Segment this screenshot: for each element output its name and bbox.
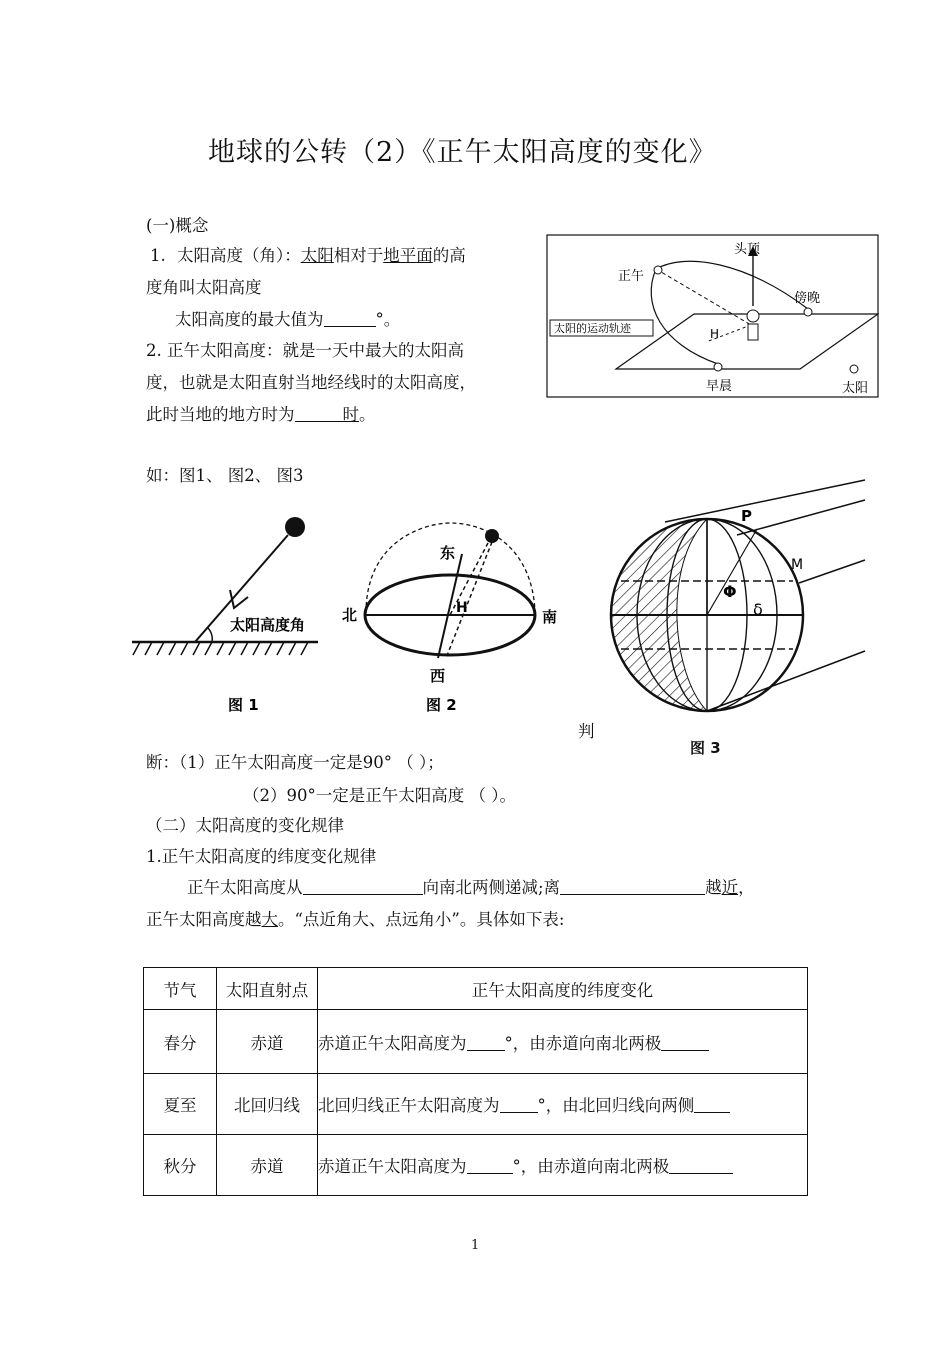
row-point: 赤道 xyxy=(217,1010,318,1074)
fig3-caption: 图 3 xyxy=(690,739,721,757)
fig2-east: 东 xyxy=(440,544,456,562)
fig3-ray-top xyxy=(665,480,865,522)
row-blank-angle[interactable] xyxy=(500,1096,538,1113)
page-number: 1 xyxy=(471,1238,480,1253)
table-header-row xyxy=(144,968,808,1010)
figure-3 xyxy=(607,475,869,717)
row-blank-trend[interactable] xyxy=(694,1096,730,1113)
fig2-west: 西 xyxy=(430,667,446,685)
row-blank-angle[interactable] xyxy=(467,1034,505,1051)
row-text-a: 北回归线正午太阳高度为 xyxy=(318,1096,500,1115)
label-path: 太阳的运动轨迹 xyxy=(554,322,631,335)
row-blank-angle[interactable] xyxy=(467,1157,513,1174)
rule2-text-c: 。“点近角大、点远角小”。具体如下表: xyxy=(278,910,565,929)
fig2-h: H xyxy=(456,600,468,616)
rule-text-b: 向南北两侧递减;离 xyxy=(422,878,561,897)
local-time-blank[interactable] xyxy=(295,405,343,422)
rule-line-1 xyxy=(187,878,755,898)
sun-morning-icon xyxy=(714,363,722,371)
item1-underline-horizon: 地平面 xyxy=(383,246,433,265)
rule-blank-2[interactable] xyxy=(560,878,705,895)
fig3-radius-p xyxy=(707,529,757,615)
observer-body xyxy=(748,324,758,340)
label-sun: 太阳 xyxy=(842,381,869,396)
max-value-line xyxy=(175,310,400,330)
table-row xyxy=(144,1135,808,1196)
figure-2 xyxy=(338,518,563,718)
fig1-angle-arc xyxy=(208,628,212,642)
header-point: 太阳直射点 xyxy=(217,968,318,1010)
concept-item2-b: 度，也就是太阳直射当地经线时的太阳高度， xyxy=(146,373,476,392)
fig3-phi: Φ xyxy=(723,582,737,601)
header-term: 节气 xyxy=(144,968,217,1010)
rule-text-e: ， xyxy=(738,878,755,897)
judge-char: 判 xyxy=(578,722,595,741)
rule-underline-near: 近 xyxy=(721,878,739,897)
item1-text-b: 相对于 xyxy=(333,246,384,265)
rule2-text-a: 正午太阳高度越 xyxy=(146,910,262,929)
rule2-underline-large: 大 xyxy=(261,910,278,929)
judge-line-1: 断：（1）正午太阳高度一定是90° （ ）； xyxy=(146,753,444,772)
fig1-caption: 图 1 xyxy=(228,696,259,714)
concept-item2-c xyxy=(146,405,376,425)
row-text-b: °，由北回归线向两侧 xyxy=(537,1096,695,1115)
sun-noon-icon xyxy=(654,266,662,274)
section2-sub1: 1.正午太阳高度的纬度变化规律 xyxy=(146,847,377,866)
solar-terms-table xyxy=(143,967,808,1196)
item1-text-a: 太阳高度（角）： xyxy=(177,246,301,265)
local-time-unit: 时 xyxy=(342,405,359,424)
fig1-sun-icon xyxy=(285,517,305,537)
fig3-delta: δ xyxy=(753,600,763,619)
fig2-north: 北 xyxy=(342,606,358,624)
row-text-a: 赤道正午太阳高度为 xyxy=(318,1157,467,1176)
table-row xyxy=(144,1074,808,1135)
observer-head xyxy=(747,310,759,322)
diagram-frame xyxy=(547,235,878,397)
fig2-caption: 图 2 xyxy=(426,696,457,714)
concept-item1-cont: 度角叫太阳高度 xyxy=(146,278,262,297)
section1-heading: (一)概念 xyxy=(146,216,209,235)
fig1-angle-label: 太阳高度角 xyxy=(230,616,306,634)
page-title: 地球的公转（2）《正午太阳高度的变化》 xyxy=(208,137,717,168)
row-text-b: °，由赤道向南北两极 xyxy=(512,1157,670,1176)
fig3-m: M xyxy=(791,557,804,573)
fig1-ground-hatch xyxy=(133,642,308,655)
row-blank-trend[interactable] xyxy=(661,1034,709,1051)
row-term: 春分 xyxy=(144,1010,217,1074)
rule-blank-1[interactable] xyxy=(303,878,423,895)
label-morning: 早晨 xyxy=(706,379,733,394)
concept-item2-a: 2. 正午太阳高度：就是一天中最大的太阳高 xyxy=(146,341,464,360)
item1-number: 1. xyxy=(150,246,166,265)
fig2-sun-icon xyxy=(485,529,499,543)
rule-text-a: 正午太阳高度从 xyxy=(187,878,303,897)
row-point: 北回归线 xyxy=(217,1074,318,1135)
rule-line-2 xyxy=(146,910,564,930)
max-value-blank[interactable] xyxy=(324,310,376,327)
header-change: 正午太阳高度的纬度变化 xyxy=(318,968,808,1010)
row-term: 秋分 xyxy=(144,1135,217,1196)
fig2-south: 南 xyxy=(542,608,558,626)
fig3-p: P xyxy=(741,507,752,525)
item1-text-c: 的高 xyxy=(432,246,466,265)
row-point: 赤道 xyxy=(217,1135,318,1196)
sun-legend-icon xyxy=(850,365,858,373)
max-value-unit: °。 xyxy=(375,310,401,329)
fig3-ray-bottom xyxy=(707,651,865,711)
row-text-b: °，由赤道向南北两极 xyxy=(504,1033,662,1053)
row-change xyxy=(318,1010,808,1074)
rule-text-c: 越 xyxy=(705,878,722,897)
section2-heading: （二）太阳高度的变化规律 xyxy=(146,816,344,835)
item1-underline-sun: 太阳 xyxy=(300,246,334,265)
label-evening: 傍晚 xyxy=(794,291,821,306)
row-blank-trend[interactable] xyxy=(669,1157,733,1174)
row-term: 夏至 xyxy=(144,1074,217,1135)
concept-item1 xyxy=(150,246,466,266)
judge-line-2: （2）90°一定是正午太阳高度 （ ）。 xyxy=(243,786,516,805)
examples-line: 如：图1、 图2、 图3 xyxy=(146,466,304,485)
label-h: H xyxy=(710,327,720,341)
local-time-end: 。 xyxy=(359,405,376,424)
row-change xyxy=(318,1135,808,1196)
row-change xyxy=(318,1074,808,1135)
max-value-text: 太阳高度的最大值为 xyxy=(175,310,324,329)
label-zenith: 头顶 xyxy=(734,242,761,257)
row-text-a: 赤道正午太阳高度为 xyxy=(318,1033,467,1053)
label-noon: 正午 xyxy=(618,269,645,284)
local-time-text: 此时当地的地方时为 xyxy=(146,405,295,424)
fig3-ray-m xyxy=(799,560,865,583)
figure-1 xyxy=(130,510,325,720)
sun-evening-icon xyxy=(804,308,812,316)
table-row xyxy=(144,1010,808,1074)
sun-path-diagram xyxy=(546,234,879,398)
